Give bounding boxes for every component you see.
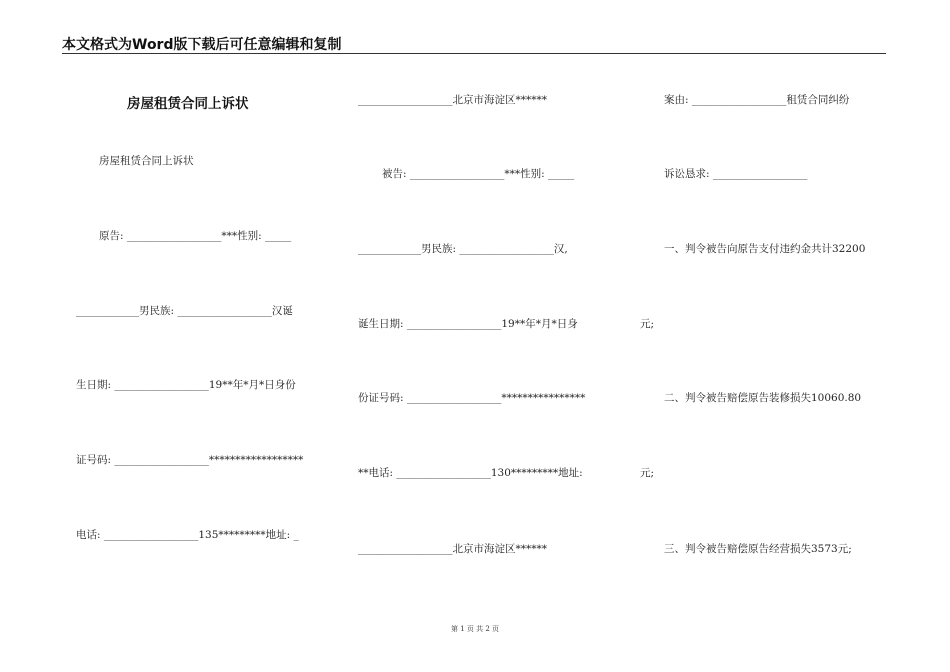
col1-line-4: 生日期: __________________19**年*月*日身份 bbox=[76, 379, 296, 391]
col2-line-3: ____________男民族: __________________汉, bbox=[358, 243, 568, 255]
col1-line-6: 电话: __________________135*********地址: _ bbox=[76, 529, 299, 541]
col1-line-5: 证号码: __________________****************** bbox=[76, 454, 304, 466]
col3-line-6: 元; bbox=[640, 467, 655, 479]
col3-line-7: 三、判令被告赔偿原告经营损失3573元; bbox=[664, 543, 852, 555]
col3-line-5: 二、判令被告赔偿原告装修损失10060.80 bbox=[664, 392, 862, 404]
col2-line-5: 份证号码: __________________**************** bbox=[358, 392, 586, 404]
col3-line-1: 案由: __________________租赁合同纠纷 bbox=[664, 94, 850, 106]
col3-line-4: 元; bbox=[640, 318, 655, 330]
col2-line-6: **电话: __________________130*********地址: bbox=[358, 467, 583, 479]
col1-line-2: 原告: __________________***性别: _____ bbox=[99, 230, 292, 242]
col2-line-2: 被告: __________________***性别: _____ bbox=[382, 168, 575, 180]
col1-line-1: 房屋租赁合同上诉状 bbox=[99, 155, 194, 167]
col2-line-4: 诞生日期: __________________19**年*月*日身 bbox=[358, 318, 578, 330]
page-number: 第 1 页 共 2 页 bbox=[450, 625, 500, 633]
col1-line-3: ____________男民族: __________________汉诞 bbox=[76, 305, 293, 317]
page-header-title: 本文格式为Word版下载后可任意编辑和复制 bbox=[62, 37, 342, 53]
header-divider bbox=[62, 53, 886, 54]
col2-line-7: __________________北京市海淀区****** bbox=[358, 543, 547, 555]
document-title: 房屋租赁合同上诉状 bbox=[127, 96, 249, 112]
col3-line-2: 诉讼恳求: __________________ bbox=[664, 168, 808, 180]
col3-line-3: 一、判令被告向原告支付违约金共计32200 bbox=[664, 243, 866, 255]
col2-line-1: __________________北京市海淀区****** bbox=[358, 94, 547, 106]
